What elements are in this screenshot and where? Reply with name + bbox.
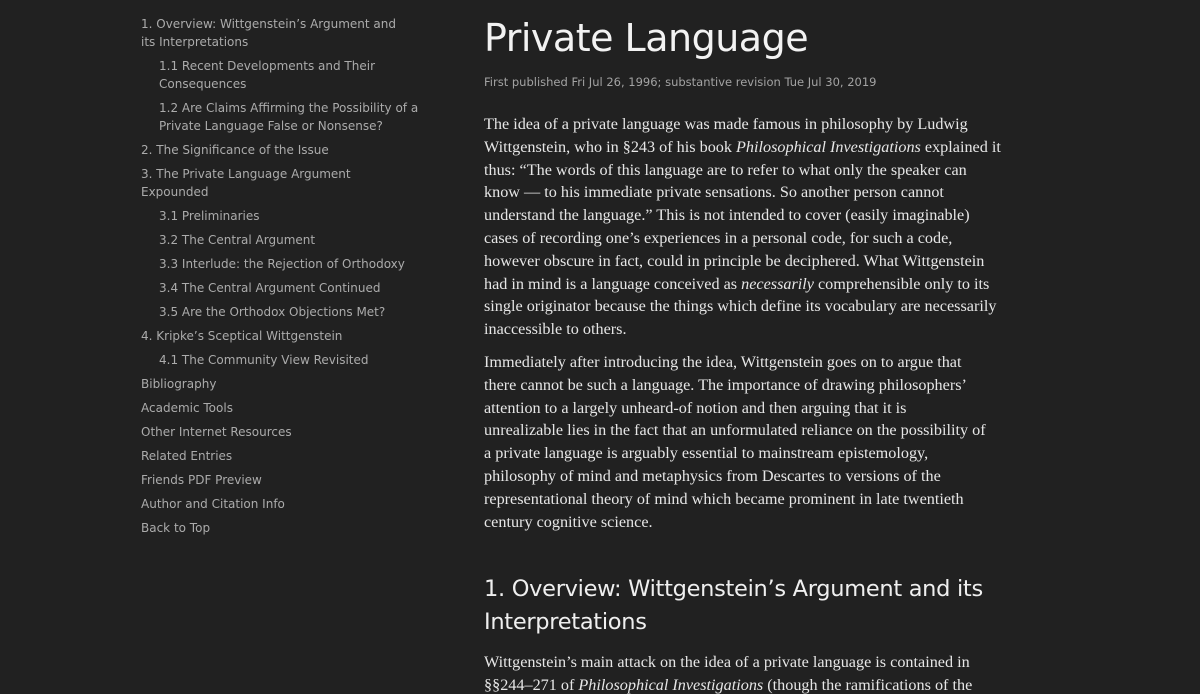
toc-link-interlude[interactable]: 3.3 Interlude: the Rejection of Orthodoxy xyxy=(159,257,405,271)
toc-link-community-view[interactable]: 4.1 The Community View Revisited xyxy=(159,353,369,367)
toc-link-kripke[interactable]: 4. Kripke’s Sceptical Wittgenstein xyxy=(141,329,343,343)
paragraph-line: Wittgenstein’s main attack on the idea of a private language is contained in xyxy=(484,653,970,671)
toc-link-recent-developments[interactable]: 1.1 Recent Developments and Their Consequences xyxy=(159,59,376,91)
article-paragraph-3 xyxy=(484,651,1032,694)
toc-link-bibliography[interactable]: Bibliography xyxy=(141,377,217,391)
book-title: Philosophical Investigations xyxy=(736,137,921,156)
paragraph-line: know — to his immediate private sensations. So another person cannot xyxy=(484,183,944,202)
paragraph-line: representational theory of mind which became prominent in late twentieth xyxy=(484,489,964,508)
paragraph-line: a private language is arguably essential to mainstream epistemology, xyxy=(484,444,929,463)
paragraph-line: §§244–271 of Philosophical Investigations (though the ramifications of the xyxy=(484,675,973,694)
paragraph-line: single originator because the things which define its vocabulary are necessarily xyxy=(484,297,997,316)
paragraph-line: Immediately after introducing the idea, Wittgenstein goes on to argue that xyxy=(484,353,962,371)
toc-link-claims-affirming[interactable]: 1.2 Are Claims Affirming the Possibility of a Private Language False or Nonsense? xyxy=(159,101,419,133)
paragraph-line: unrealizable lies in the fact that an unformulated reliance on the possibility of xyxy=(484,421,986,440)
paragraph-line: Wittgenstein, who in §243 of his book Philosophical Investigations explained it xyxy=(484,137,1001,156)
table-of-contents xyxy=(141,15,431,543)
paragraph-line: however obscure in fact, could in principle be deciphered. What Wittgenstein xyxy=(484,251,985,270)
toc-link-back-to-top[interactable]: Back to Top xyxy=(141,521,211,535)
toc-link-author-citation[interactable]: Author and Citation Info xyxy=(141,497,285,511)
article-paragraph-2 xyxy=(484,351,1032,533)
page-title: Private Language xyxy=(484,16,809,60)
toc-link-friends-pdf-preview[interactable]: Friends PDF Preview xyxy=(141,473,262,487)
emphasis: necessarily xyxy=(741,274,814,293)
toc-link-other-internet-resources[interactable]: Other Internet Resources xyxy=(141,425,292,439)
paragraph-line: thus: “The words of this language are to refer to what only the speaker can xyxy=(484,160,967,179)
paragraph-line: century cognitive science. xyxy=(484,512,653,531)
article-paragraph-1 xyxy=(484,113,1032,341)
toc-link-private-language-argument[interactable]: 3. The Private Language Argument Expounded xyxy=(141,167,351,199)
toc-link-overview[interactable]: 1. Overview: Wittgenstein’s Argument and its Interpretations xyxy=(141,17,396,49)
toc-link-central-argument[interactable]: 3.2 The Central Argument xyxy=(159,233,316,247)
toc-link-central-argument-continued[interactable]: 3.4 The Central Argument Continued xyxy=(159,281,381,295)
toc-link-related-entries[interactable]: Related Entries xyxy=(141,449,233,463)
paragraph-line: there cannot be such a language. The importance of drawing philosophers’ xyxy=(484,375,967,394)
toc-link-academic-tools[interactable]: Academic Tools xyxy=(141,401,233,415)
paragraph-line: inaccessible to others. xyxy=(484,320,627,339)
paragraph-line: had in mind is a language conceived as necessarily comprehensible only to its xyxy=(484,274,990,293)
toc-link-orthodox-objections[interactable]: 3.5 Are the Orthodox Objections Met? xyxy=(159,305,386,319)
toc-link-preliminaries[interactable]: 3.1 Preliminaries xyxy=(159,209,260,223)
paragraph-line: cases of recording one’s experiences in a personal code, for such a code, xyxy=(484,228,953,247)
paragraph-line: The idea of a private language was made famous in philosophy by Ludwig xyxy=(484,115,968,133)
toc-link-significance[interactable]: 2. The Significance of the Issue xyxy=(141,143,329,157)
paragraph-line: attention to a largely unheard-of notion and then arguing that it is xyxy=(484,398,907,417)
paragraph-line: philosophy of mind and metaphysics from Descartes to versions of the xyxy=(484,466,941,485)
paragraph-line: understand the language.” This is not intended to cover (easily imaginable) xyxy=(484,206,970,225)
book-title: Philosophical Investigations xyxy=(578,675,764,694)
section-heading-overview: 1. Overview: Wittgenstein’s Argument and its Interpretations xyxy=(484,576,983,635)
publication-info: First published Fri Jul 26, 1996; substantive revision Tue Jul 30, 2019 xyxy=(484,75,877,89)
